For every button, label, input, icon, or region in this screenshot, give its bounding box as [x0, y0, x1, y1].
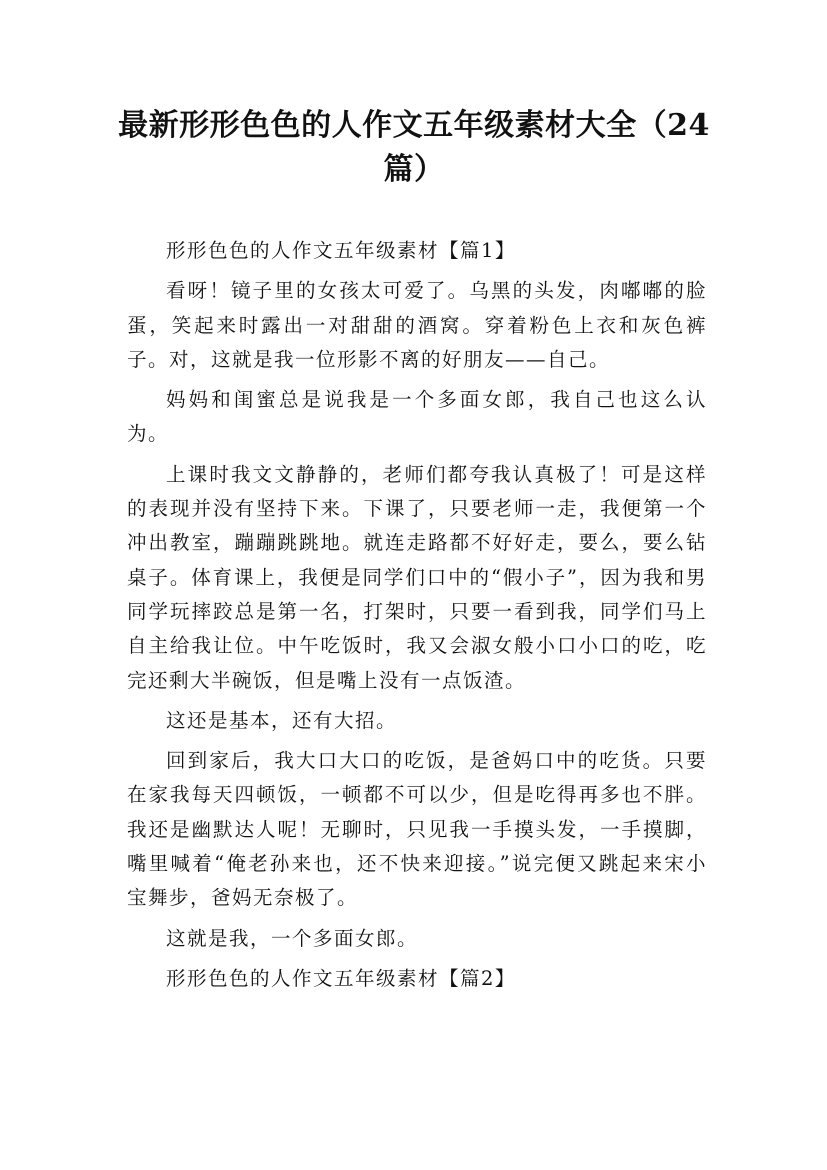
paragraph: 回到家后，我大口大口的吃饭，是爸妈口中的吃货。只要在家我每天四顿饭，一顿都不可以少，但是吃得再多也不胖。我还是幽默达人呢！无聊时，只见我一手摸头发，一手摸脚，嘴里喊着“俺老孙来也，还不快来迎接。”说完便又跳起来宋小宝舞步，爸妈无奈极了。: [127, 749, 707, 910]
paragraph: 这就是我，一个多面女郎。: [166, 926, 419, 950]
document-body: [127, 234, 707, 1002]
paragraph: 上课时我文文静静的，老师们都夸我认真极了！可是这样的表现并没有坚持下来。下课了，只要老师一走，我便第一个冲出教室，蹦蹦跳跳地。就连走路都不好好走，要么，要么钻桌子。体育课上，我便是同学们口中的“假小子”，因为我和男同学玩摔跤总是第一名，打架时，只要一看到我，同学们马上自主给我让位。中午吃饭时，我又会淑女般小口小口的吃，吃完还剩大半碗饭，但是嘴上没有一点饭渣。: [127, 462, 707, 692]
section-heading-2: 形形色色的人作文五年级素材【篇2】: [166, 966, 516, 990]
paragraph: 看呀！镜子里的女孩太可爱了。乌黑的头发，肉嘟嘟的脸蛋，笑起来时露出一对甜甜的酒窝。穿着粉色上衣和灰色裤子。对，这就是我一位形影不离的好朋友——自己。: [127, 279, 707, 371]
paragraph: 妈妈和闺蜜总是说我是一个多面女郎，我自己也这么认为。: [127, 388, 707, 446]
paragraph: 这还是基本，还有大招。: [166, 708, 398, 732]
document-title: 最新形形色色的人作文五年级素材大全（24篇）: [118, 108, 710, 187]
section-heading-1: 形形色色的人作文五年级素材【篇1】: [166, 239, 516, 262]
